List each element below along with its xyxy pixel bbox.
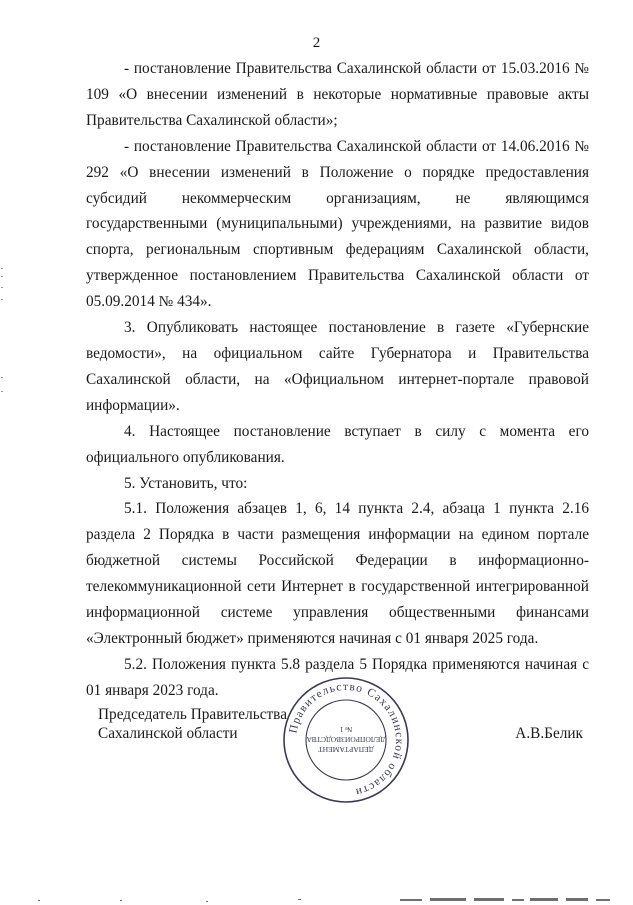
signatory-title-line2: Сахалинской области bbox=[98, 725, 238, 742]
paragraph-publish: 3. Опубликовать настоящее постановление в газете «Губернские ведомости», на официальном сайте Губернатора и Правительства Сахалинской области, на «Официальном интернет-портале правовой информации». bbox=[86, 319, 589, 414]
paragraph-amendment-292: - постановление Правительства Сахалинской области от 14.06.2016 № 292 «О внесении изменений в Положение о порядке предоставления субсидий некоммерческим организациям, не являющимся государственными (муниципальными) учреждениями, на развитие видов спорта, региональным спортивным федерациям Сахалинской области, утвержденное постановлением Правительства Сахалинской области от 05.09.2014 № 434». bbox=[86, 137, 589, 311]
document-body bbox=[86, 56, 589, 704]
page-number: 2 bbox=[312, 35, 321, 51]
stamp-inner-line1: ДЕПАРТАМЕНТ bbox=[318, 745, 374, 754]
signatory-title-line1: Председатель Правительства bbox=[98, 706, 287, 723]
left-margin-specks bbox=[1, 268, 3, 392]
paragraph-amendment-109: - постановление Правительства Сахалинской области от 15.03.2016 № 109 «О внесении изменений в некоторые нормативные правовые акты Правительства Сахалинской области»; bbox=[86, 60, 589, 129]
official-stamp bbox=[281, 675, 411, 805]
signatory-name: А.В.Белик bbox=[515, 725, 583, 742]
paragraph-establish: 5. Установить, что: bbox=[124, 474, 248, 492]
bottom-edge-specks bbox=[38, 898, 610, 902]
stamp-inner-line2: ДЕЛОПРОИЗВОДСТВА bbox=[306, 735, 386, 744]
paragraph-5-2: 5.2. Положения пункта 5.8 раздела 5 Порядка применяются начиная с 01 января 2023 года. bbox=[86, 655, 589, 699]
paragraph-5-1: 5.1. Положения абзацев 1, 6, 14 пункта 2.4, абзаца 1 пункта 2.16 раздела 2 Порядка в части размещения информации на едином портале бюджетной системы Российской Федерации в информационно-телекоммуникационной сети Интернет в государственной интегрированной информационной системе управления общественными финансами «Электронный бюджет» применяются начиная с 01 января 2025 года. bbox=[86, 500, 589, 647]
stamp-inner-line3: № 1 bbox=[339, 725, 353, 734]
signatory-title bbox=[98, 705, 287, 743]
stamp-outer-text: Правительство Сахалинской области bbox=[287, 680, 406, 799]
paragraph-effective: 4. Настоящее постановление вступает в силу с момента его официального опубликования. bbox=[86, 422, 589, 466]
